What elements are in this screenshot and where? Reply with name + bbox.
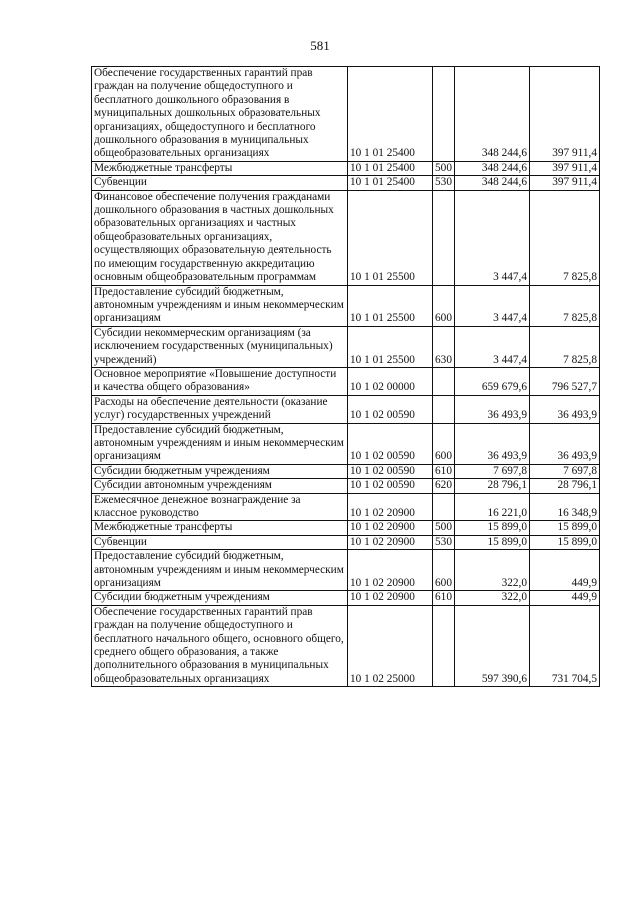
table-row — [92, 521, 600, 535]
row-name-cell: Обеспечение государственных гарантий прав граждан на получение общедоступного и бесплатного начального общего, основного общего, среднего общего образования, а также дополнительного образования в муниципальных общеобразовательных организациях — [92, 605, 348, 686]
row-kind-cell: 530 — [433, 176, 455, 190]
row-kind-cell — [433, 367, 455, 395]
row-value-1-cell: 348 244,6 — [455, 67, 530, 162]
row-code-cell: 10 1 02 20900 — [348, 535, 433, 549]
row-kind-cell: 620 — [433, 479, 455, 493]
row-value-1-cell: 3 447,4 — [455, 190, 530, 285]
row-name-cell: Субвенции — [92, 535, 348, 549]
row-code-cell: 10 1 02 20900 — [348, 550, 433, 591]
row-value-2-cell: 15 899,0 — [530, 535, 600, 549]
table-row — [92, 326, 600, 367]
row-kind-cell: 610 — [433, 591, 455, 605]
table-row — [92, 161, 600, 175]
row-name-cell: Межбюджетные трансферты — [92, 161, 348, 175]
row-name-cell: Основное мероприятие «Повышение доступности и качества общего образования» — [92, 367, 348, 395]
row-kind-cell — [433, 605, 455, 686]
table-row — [92, 550, 600, 591]
table-row — [92, 423, 600, 464]
table-row — [92, 67, 600, 162]
row-value-2-cell: 15 899,0 — [530, 521, 600, 535]
table-row — [92, 464, 600, 478]
row-value-2-cell: 16 348,9 — [530, 493, 600, 521]
row-kind-cell: 610 — [433, 464, 455, 478]
row-name-cell: Субвенции — [92, 176, 348, 190]
row-value-1-cell: 3 447,4 — [455, 285, 530, 326]
row-value-1-cell: 597 390,6 — [455, 605, 530, 686]
row-name-cell: Финансовое обеспечение получения гражданами дошкольного образования в частных дошкольных образовательных организациях и частных общеобразовательных организациях, осуществляющих образовательную деятельность по имеющим государственную аккредитацию основным общеобразовательным программам — [92, 190, 348, 285]
row-kind-cell: 530 — [433, 535, 455, 549]
row-kind-cell: 630 — [433, 326, 455, 367]
row-code-cell: 10 1 01 25400 — [348, 161, 433, 175]
row-value-2-cell: 397 911,4 — [530, 67, 600, 162]
row-value-2-cell: 28 796,1 — [530, 479, 600, 493]
row-code-cell: 10 1 02 00590 — [348, 479, 433, 493]
row-code-cell: 10 1 02 00590 — [348, 423, 433, 464]
row-name-cell: Субсидии бюджетным учреждениям — [92, 464, 348, 478]
table-row — [92, 190, 600, 285]
row-value-2-cell: 449,9 — [530, 591, 600, 605]
row-value-1-cell: 659 679,6 — [455, 367, 530, 395]
row-value-1-cell: 3 447,4 — [455, 326, 530, 367]
row-value-1-cell: 28 796,1 — [455, 479, 530, 493]
row-value-2-cell: 7 825,8 — [530, 190, 600, 285]
row-code-cell: 10 1 02 20900 — [348, 493, 433, 521]
row-value-1-cell: 348 244,6 — [455, 176, 530, 190]
row-value-2-cell: 397 911,4 — [530, 176, 600, 190]
table-row — [92, 367, 600, 395]
row-kind-cell — [433, 67, 455, 162]
row-code-cell: 10 1 02 00000 — [348, 367, 433, 395]
row-kind-cell — [433, 493, 455, 521]
row-value-1-cell: 15 899,0 — [455, 535, 530, 549]
table-row — [92, 285, 600, 326]
table-row — [92, 493, 600, 521]
row-kind-cell — [433, 190, 455, 285]
table-row — [92, 591, 600, 605]
row-value-2-cell: 449,9 — [530, 550, 600, 591]
row-kind-cell: 500 — [433, 521, 455, 535]
table-row — [92, 479, 600, 493]
row-value-2-cell: 7 825,8 — [530, 285, 600, 326]
row-value-1-cell: 7 697,8 — [455, 464, 530, 478]
row-name-cell: Субсидии бюджетным учреждениям — [92, 591, 348, 605]
row-code-cell: 10 1 01 25500 — [348, 190, 433, 285]
row-kind-cell: 600 — [433, 285, 455, 326]
row-code-cell: 10 1 02 25000 — [348, 605, 433, 686]
row-value-2-cell: 36 493,9 — [530, 423, 600, 464]
row-value-2-cell: 397 911,4 — [530, 161, 600, 175]
row-name-cell: Обеспечение государственных гарантий прав граждан на получение общедоступного и бесплатного дошкольного образования в муниципальных дошкольных образовательных организациях, общедоступного и бесплатного дошкольного образования в муниципальных общеобразовательных организациях — [92, 67, 348, 162]
row-name-cell: Ежемесячное денежное вознаграждение за классное руководство — [92, 493, 348, 521]
row-value-1-cell: 348 244,6 — [455, 161, 530, 175]
table-row — [92, 395, 600, 423]
row-code-cell: 10 1 01 25500 — [348, 326, 433, 367]
row-kind-cell — [433, 395, 455, 423]
row-value-2-cell: 36 493,9 — [530, 395, 600, 423]
row-code-cell: 10 1 01 25400 — [348, 176, 433, 190]
row-value-1-cell: 36 493,9 — [455, 395, 530, 423]
row-kind-cell: 500 — [433, 161, 455, 175]
row-kind-cell: 600 — [433, 550, 455, 591]
table-row — [92, 605, 600, 686]
row-code-cell: 10 1 01 25400 — [348, 67, 433, 162]
row-value-2-cell: 7 697,8 — [530, 464, 600, 478]
row-value-2-cell: 796 527,7 — [530, 367, 600, 395]
budget-table — [91, 66, 600, 687]
row-name-cell: Расходы на обеспечение деятельности (оказание услуг) государственных учреждений — [92, 395, 348, 423]
page-number: 581 — [310, 38, 330, 53]
row-code-cell: 10 1 02 00590 — [348, 464, 433, 478]
row-name-cell: Межбюджетные трансферты — [92, 521, 348, 535]
row-value-2-cell: 7 825,8 — [530, 326, 600, 367]
row-code-cell: 10 1 02 20900 — [348, 591, 433, 605]
row-name-cell: Предоставление субсидий бюджетным, автономным учреждениям и иным некоммерческим организациям — [92, 423, 348, 464]
row-name-cell: Предоставление субсидий бюджетным, автономным учреждениям и иным некоммерческим организациям — [92, 285, 348, 326]
table-row — [92, 176, 600, 190]
budget-table-body — [92, 67, 600, 687]
row-value-1-cell: 322,0 — [455, 591, 530, 605]
row-value-1-cell: 36 493,9 — [455, 423, 530, 464]
row-value-2-cell: 731 704,5 — [530, 605, 600, 686]
row-value-1-cell: 16 221,0 — [455, 493, 530, 521]
row-name-cell: Субсидии автономным учреждениям — [92, 479, 348, 493]
row-code-cell: 10 1 02 20900 — [348, 521, 433, 535]
row-code-cell: 10 1 01 25500 — [348, 285, 433, 326]
row-value-1-cell: 322,0 — [455, 550, 530, 591]
table-row — [92, 535, 600, 549]
row-name-cell: Субсидии некоммерческим организациям (за исключением государственных (муниципальных) учреждений) — [92, 326, 348, 367]
row-name-cell: Предоставление субсидий бюджетным, автономным учреждениям и иным некоммерческим организациям — [92, 550, 348, 591]
row-code-cell: 10 1 02 00590 — [348, 395, 433, 423]
row-value-1-cell: 15 899,0 — [455, 521, 530, 535]
row-kind-cell: 600 — [433, 423, 455, 464]
